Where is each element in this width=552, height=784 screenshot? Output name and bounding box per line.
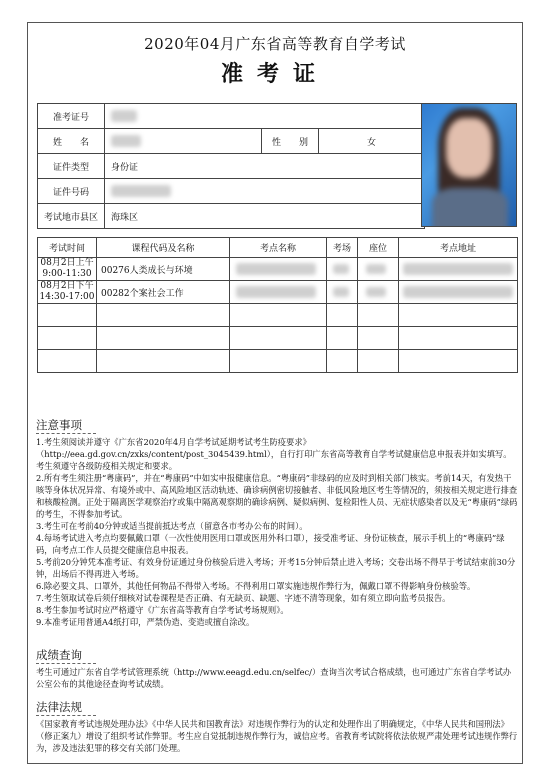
notice-item: 1.考生须阅读并遵守《广东省2020年4月自学考试延期考试考生防疫要求》（http://eea.gd.gov.cn/zxks/content/post_3045439.html），自行打印广东省高等教育自学考试健康信息申报表并如实填写。考生须遵守各级防疫相关规定和要求。 bbox=[36, 437, 512, 471]
admission-ticket bbox=[27, 22, 523, 764]
table-row bbox=[38, 304, 518, 327]
notice-item: 7.考生领取试卷后须仔细核对试卷课程是否正确、有无缺页、缺题、字迹不清等现象，如有须立即向监考员报告。 bbox=[36, 593, 451, 603]
col-seat: 座位 bbox=[358, 238, 399, 258]
col-address: 考点地址 bbox=[399, 238, 518, 258]
ticket-title: 准考证 bbox=[220, 61, 329, 87]
candidate-photo bbox=[421, 103, 517, 227]
table-row bbox=[38, 258, 518, 281]
id-no-value bbox=[105, 179, 425, 204]
exam-address bbox=[399, 258, 518, 281]
id-no-label: 证件号码 bbox=[38, 179, 105, 204]
col-time: 考试时间 bbox=[38, 238, 97, 258]
name-value bbox=[105, 129, 262, 154]
col-room: 考场 bbox=[327, 238, 358, 258]
law-heading: 法律法规 bbox=[36, 700, 82, 714]
table-row bbox=[38, 327, 518, 350]
notice-item: 3.考生可在考前40分钟或适当提前抵达考点（留意各市考办公布的时间）。 bbox=[36, 521, 308, 531]
table-row bbox=[38, 281, 518, 304]
exam-title: 2020年04月广东省高等教育自学考试 bbox=[144, 35, 406, 53]
exam-time: 08月2日下午 14:30-17:00 bbox=[38, 281, 97, 304]
exam-venue bbox=[230, 258, 327, 281]
results-text: 考生可通过广东省自学考试管理系统（http://www.eeagd.edu.cn/selfec/）查询当次考试合格成绩，也可通过广东省自学考试办公室公布的其他途径查询考试成绩。 bbox=[36, 667, 512, 689]
exam-seat bbox=[358, 281, 399, 304]
exam-room bbox=[327, 258, 358, 281]
exam-seat bbox=[358, 258, 399, 281]
exam-address bbox=[399, 281, 518, 304]
id-type-label: 证件类型 bbox=[38, 154, 105, 179]
results-heading: 成绩查询 bbox=[36, 648, 82, 662]
name-label: 姓 名 bbox=[38, 129, 105, 154]
admission-no-value bbox=[105, 104, 425, 129]
exam-course: 00276人类成长与环境 bbox=[97, 258, 230, 281]
district-value: 海珠区 bbox=[105, 204, 425, 229]
exam-venue bbox=[230, 281, 327, 304]
notice-item: 8.考生参加考试时应严格遵守《广东省高等教育自学考试考场规则》。 bbox=[36, 605, 289, 615]
id-type-value: 身份证 bbox=[105, 154, 425, 179]
notice-item: 6.除必要文具、口罩外，其他任何物品不得带入考场。不得利用口罩实施违规作弊行为，佩戴口罩不得影响身份核验等。 bbox=[36, 581, 476, 591]
exam-time: 08月2日上午 9:00-11:30 bbox=[38, 258, 97, 281]
gender-value: 女 bbox=[319, 129, 425, 154]
col-course: 课程代码及名称 bbox=[97, 238, 230, 258]
notice-item: 4.每场考试进入考点均要佩戴口罩（一次性使用医用口罩或医用外科口罩），接受准考证、身份证核查，展示手机上的“粤康码”绿码，向考点工作人员提交健康信息申报表。 bbox=[36, 533, 505, 555]
exam-schedule-table bbox=[37, 237, 518, 373]
notices-list bbox=[36, 436, 518, 628]
gender-label: 性 别 bbox=[262, 129, 319, 154]
table-row bbox=[38, 350, 518, 373]
candidate-info-table bbox=[37, 103, 425, 229]
notice-item: 5.考前20分钟凭本准考证、有效身份证通过身份核验后进入考场；开考15分钟后禁止进入考场；交卷出场不得早于考试结束前30分钟，出场后不得再进入考场。 bbox=[36, 557, 516, 579]
exam-room bbox=[327, 281, 358, 304]
admission-no-label: 准考证号 bbox=[38, 104, 105, 129]
notice-item: 9.本准考证用普通A4纸打印，严禁伪造、变造或擅自涂改。 bbox=[36, 617, 255, 627]
notice-item: 2.所有考生须注册“粤康码”，并在“粤康码”中如实申报健康信息。“粤康码”非绿码的应及时到相关部门核实。考前14天，有发热干咳等身体状况异常、有境外或中、高风险地区活动轨迹、确诊病例密切接触者、非低风险地区考生等情况的，须按相关规定进行排查和核酸检测。正处于隔离医学观察治疗或集中隔离观察期的确诊病例、疑似病例、复检阳性人员、无症状感染者以及无“粤康码”绿码的考生，不得参加考试。 bbox=[36, 473, 518, 519]
district-label: 考试地市县区 bbox=[38, 204, 105, 229]
col-venue: 考点名称 bbox=[230, 238, 327, 258]
exam-course: 00282个案社会工作 bbox=[97, 281, 230, 304]
law-text: 《国家教育考试违规处理办法》《中华人民共和国教育法》对违规作弊行为的认定和处理作出了明确规定，《中华人民共和国刑法》（修正案九）增设了组织考试作弊罪。考生应自觉抵制违规作弊行为，诚信应考。省教育考试院将依法依规严肃处理考试违规作弊行为，涉及违法犯罪的移交有关部门处理。 bbox=[36, 719, 518, 753]
notices-heading: 注意事项 bbox=[36, 418, 82, 432]
